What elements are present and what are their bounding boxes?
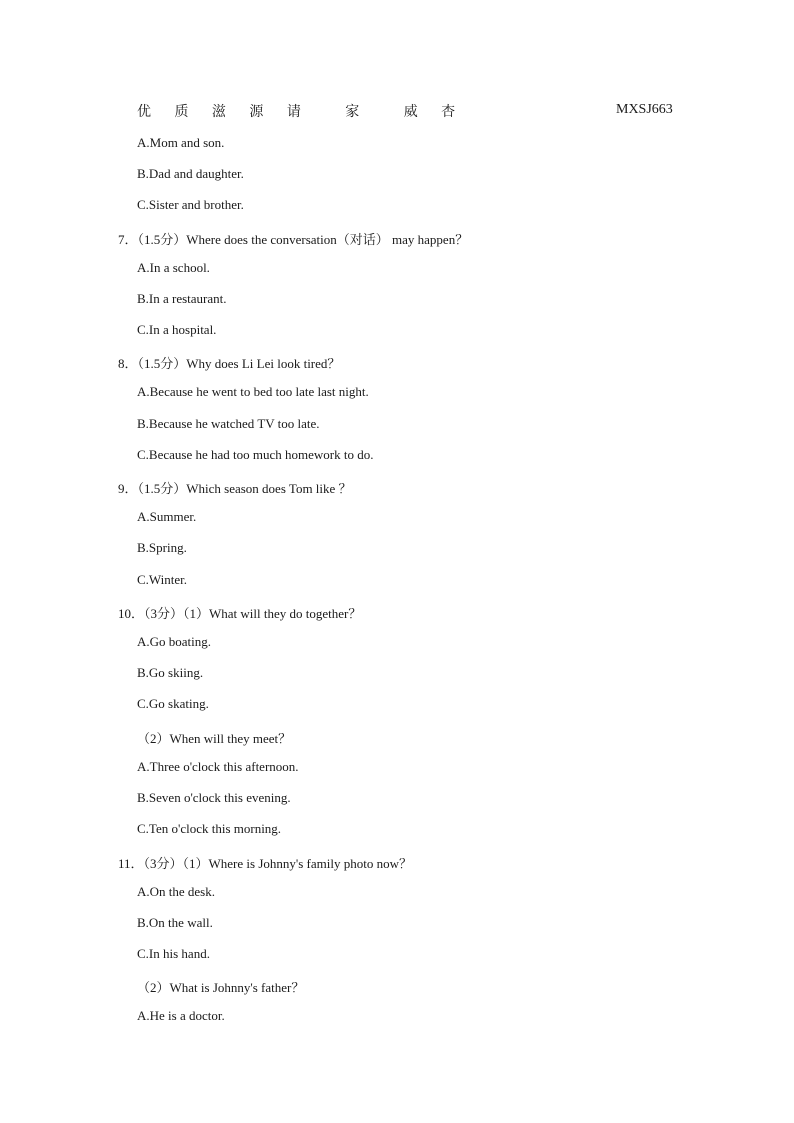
answer-option: B.Because he watched TV too late. bbox=[137, 416, 320, 431]
header-char: 威 bbox=[403, 104, 418, 120]
answer-option: C.In a hospital. bbox=[137, 322, 217, 337]
answer-option: C.Because he had too much homework to do. bbox=[137, 447, 374, 462]
header-title bbox=[137, 101, 474, 121]
header-char: 源 bbox=[249, 104, 264, 120]
header-char: 优 bbox=[137, 104, 151, 120]
sub-question-text: （2）When will they meet？ bbox=[137, 731, 292, 746]
answer-option: C.Go skating. bbox=[137, 696, 209, 711]
answer-option: B.Spring. bbox=[137, 540, 187, 555]
answer-option: C.Sister and brother. bbox=[137, 197, 244, 212]
answer-option: A.On the desk. bbox=[137, 884, 215, 899]
answer-option: A.He is a doctor. bbox=[137, 1008, 225, 1023]
answer-option: A.Go boating. bbox=[137, 634, 212, 649]
answer-option: B.In a restaurant. bbox=[137, 291, 227, 306]
header-char: 杏 bbox=[441, 104, 456, 120]
answer-option: A.Three o'clock this afternoon. bbox=[137, 759, 299, 774]
answer-option: A.Summer. bbox=[137, 509, 197, 524]
answer-option: B.Dad and daughter. bbox=[137, 166, 244, 181]
document-code: MXSJ663 bbox=[616, 102, 673, 117]
sub-question-text: （2）What is Johnny's father？ bbox=[137, 980, 305, 995]
question-text: 10．（3分）（1）What will they do together？ bbox=[118, 606, 362, 621]
header-char: 请 bbox=[286, 104, 301, 120]
header-char: 质 bbox=[174, 104, 189, 120]
answer-option: C.In his hand. bbox=[137, 946, 210, 961]
answer-option: C.Winter. bbox=[137, 572, 188, 587]
answer-option: B.Seven o'clock this evening. bbox=[137, 790, 291, 805]
header-char: 家 bbox=[345, 104, 360, 120]
header-char: 滋 bbox=[211, 104, 226, 120]
answer-option: A.In a school. bbox=[137, 260, 210, 275]
question-text: 8．（1.5分）Why does Li Lei look tired？ bbox=[118, 356, 341, 371]
question-text: 11．（3分）（1）Where is Johnny's family photo now？ bbox=[118, 856, 412, 871]
answer-option: C.Ten o'clock this morning. bbox=[137, 821, 282, 836]
question-text: 7．（1.5分）Where does the conversation（对话） may happen？ bbox=[118, 232, 469, 247]
answer-option: B.Go skiing. bbox=[137, 665, 204, 680]
answer-option: A.Mom and son. bbox=[137, 135, 225, 150]
question-text: 9．（1.5分）Which season does Tom like ？ bbox=[118, 481, 352, 496]
answer-option: A.Because he went to bed too late last night. bbox=[137, 384, 369, 399]
answer-option: B.On the wall. bbox=[137, 915, 213, 930]
